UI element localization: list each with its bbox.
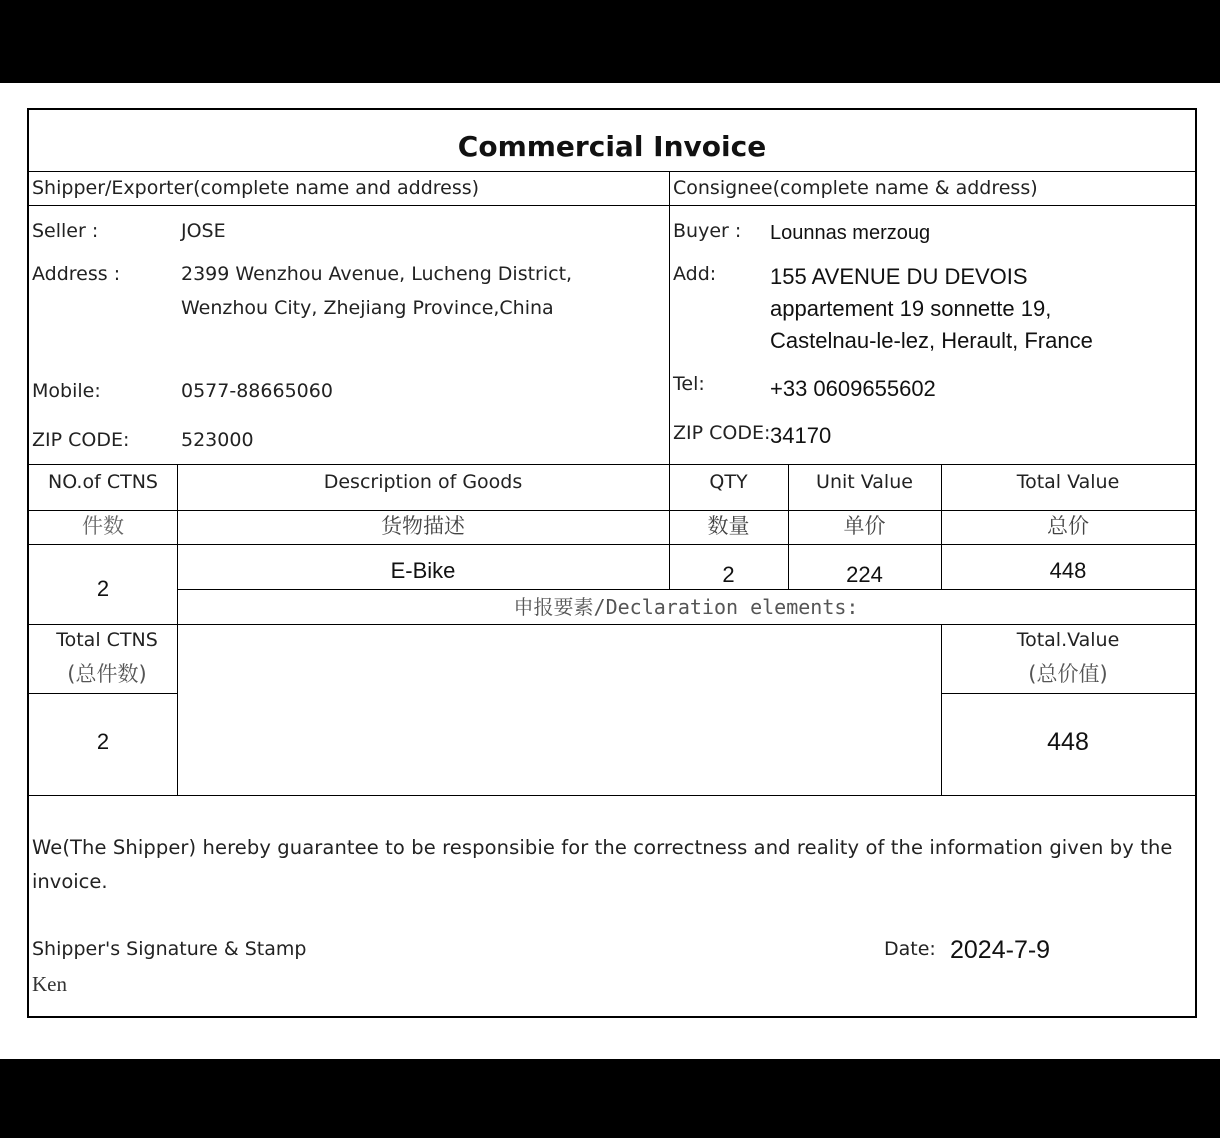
shipper-zip-label: ZIP CODE: <box>32 429 130 451</box>
item-qty: 2 <box>722 562 735 587</box>
col-header-unit: Unit Value <box>816 471 913 493</box>
col-header-total-cn: 总价 <box>1047 514 1089 538</box>
tel-label: Tel: <box>673 373 705 395</box>
divider <box>29 693 177 694</box>
divider <box>29 510 1195 511</box>
consignee-zip-label: ZIP CODE: <box>673 422 771 444</box>
invoice-frame <box>27 108 1197 1018</box>
col-header-qty-cn: 数量 <box>707 514 750 538</box>
total-value-label-cn: (总价值) <box>1028 662 1108 686</box>
add-label: Add: <box>673 263 717 285</box>
divider <box>177 589 1195 590</box>
consignee-header: Consignee(complete name & address) <box>673 177 1038 199</box>
total-ctns-label-cn: (总件数) <box>67 662 147 686</box>
divider <box>941 693 1195 694</box>
col-header-unit-cn: 单价 <box>843 514 886 538</box>
item-ctns: 2 <box>96 576 110 601</box>
seller-value: JOSE <box>181 220 226 242</box>
mobile-value: 0577-88665060 <box>181 380 333 402</box>
item-total: 448 <box>1049 558 1087 583</box>
add-line: 155 AVENUE DU DEVOIS <box>770 264 1028 289</box>
add-line: appartement 19 sonnette 19, <box>770 296 1052 321</box>
invoice-page <box>0 83 1220 1059</box>
item-unit: 224 <box>846 562 883 587</box>
col-header-qty: QTY <box>709 471 748 493</box>
declaration-elements: 申报要素/Declaration elements: <box>513 595 859 619</box>
shipper-zip-value: 523000 <box>181 429 254 451</box>
guarantee-text: We(The Shipper) hereby guarantee to be responsibie for the correctness and reality of the information given by the <box>32 836 1173 859</box>
page-title: Commercial Invoice <box>457 130 767 163</box>
divider <box>29 795 1195 796</box>
mobile-label: Mobile: <box>32 380 101 402</box>
guarantee-text: invoice. <box>32 870 108 893</box>
col-header-ctns-cn: 件数 <box>82 514 124 538</box>
col-header-desc-cn: 货物描述 <box>381 514 465 538</box>
divider <box>29 205 1195 206</box>
col-header-desc: Description of Goods <box>323 471 523 493</box>
buyer-value: Lounnas merzoug <box>770 222 931 244</box>
divider <box>29 171 1195 172</box>
divider <box>29 544 1195 545</box>
shipper-header: Shipper/Exporter(complete name and address) <box>32 177 480 199</box>
total-value-label: Total.Value <box>1016 629 1120 651</box>
total-ctns-label: Total CTNS <box>56 629 158 651</box>
signature-label: Shipper's Signature & Stamp <box>32 938 307 960</box>
total-value-value: 448 <box>1047 728 1089 756</box>
date-label: Date: <box>884 938 936 960</box>
add-line: Castelnau-le-lez, Herault, France <box>770 328 1093 353</box>
total-ctns-value: 2 <box>96 729 110 754</box>
buyer-label: Buyer : <box>673 220 742 242</box>
item-desc: E-Bike <box>390 558 456 583</box>
address-line: 2399 Wenzhou Avenue, Lucheng District, <box>181 263 573 285</box>
address-line: Wenzhou City, Zhejiang Province,China <box>181 297 554 319</box>
date-value: 2024-7-9 <box>950 936 1051 964</box>
col-header-total: Total Value <box>1016 471 1120 493</box>
divider <box>29 464 1195 465</box>
divider <box>29 624 1195 625</box>
seller-label: Seller : <box>32 220 99 242</box>
tel-value: +33 0609655602 <box>770 376 936 401</box>
signature-value: Ken <box>32 972 67 996</box>
col-header-ctns: NO.of CTNS <box>48 471 158 493</box>
address-label: Address : <box>32 263 121 285</box>
consignee-zip-value: 34170 <box>770 423 832 448</box>
